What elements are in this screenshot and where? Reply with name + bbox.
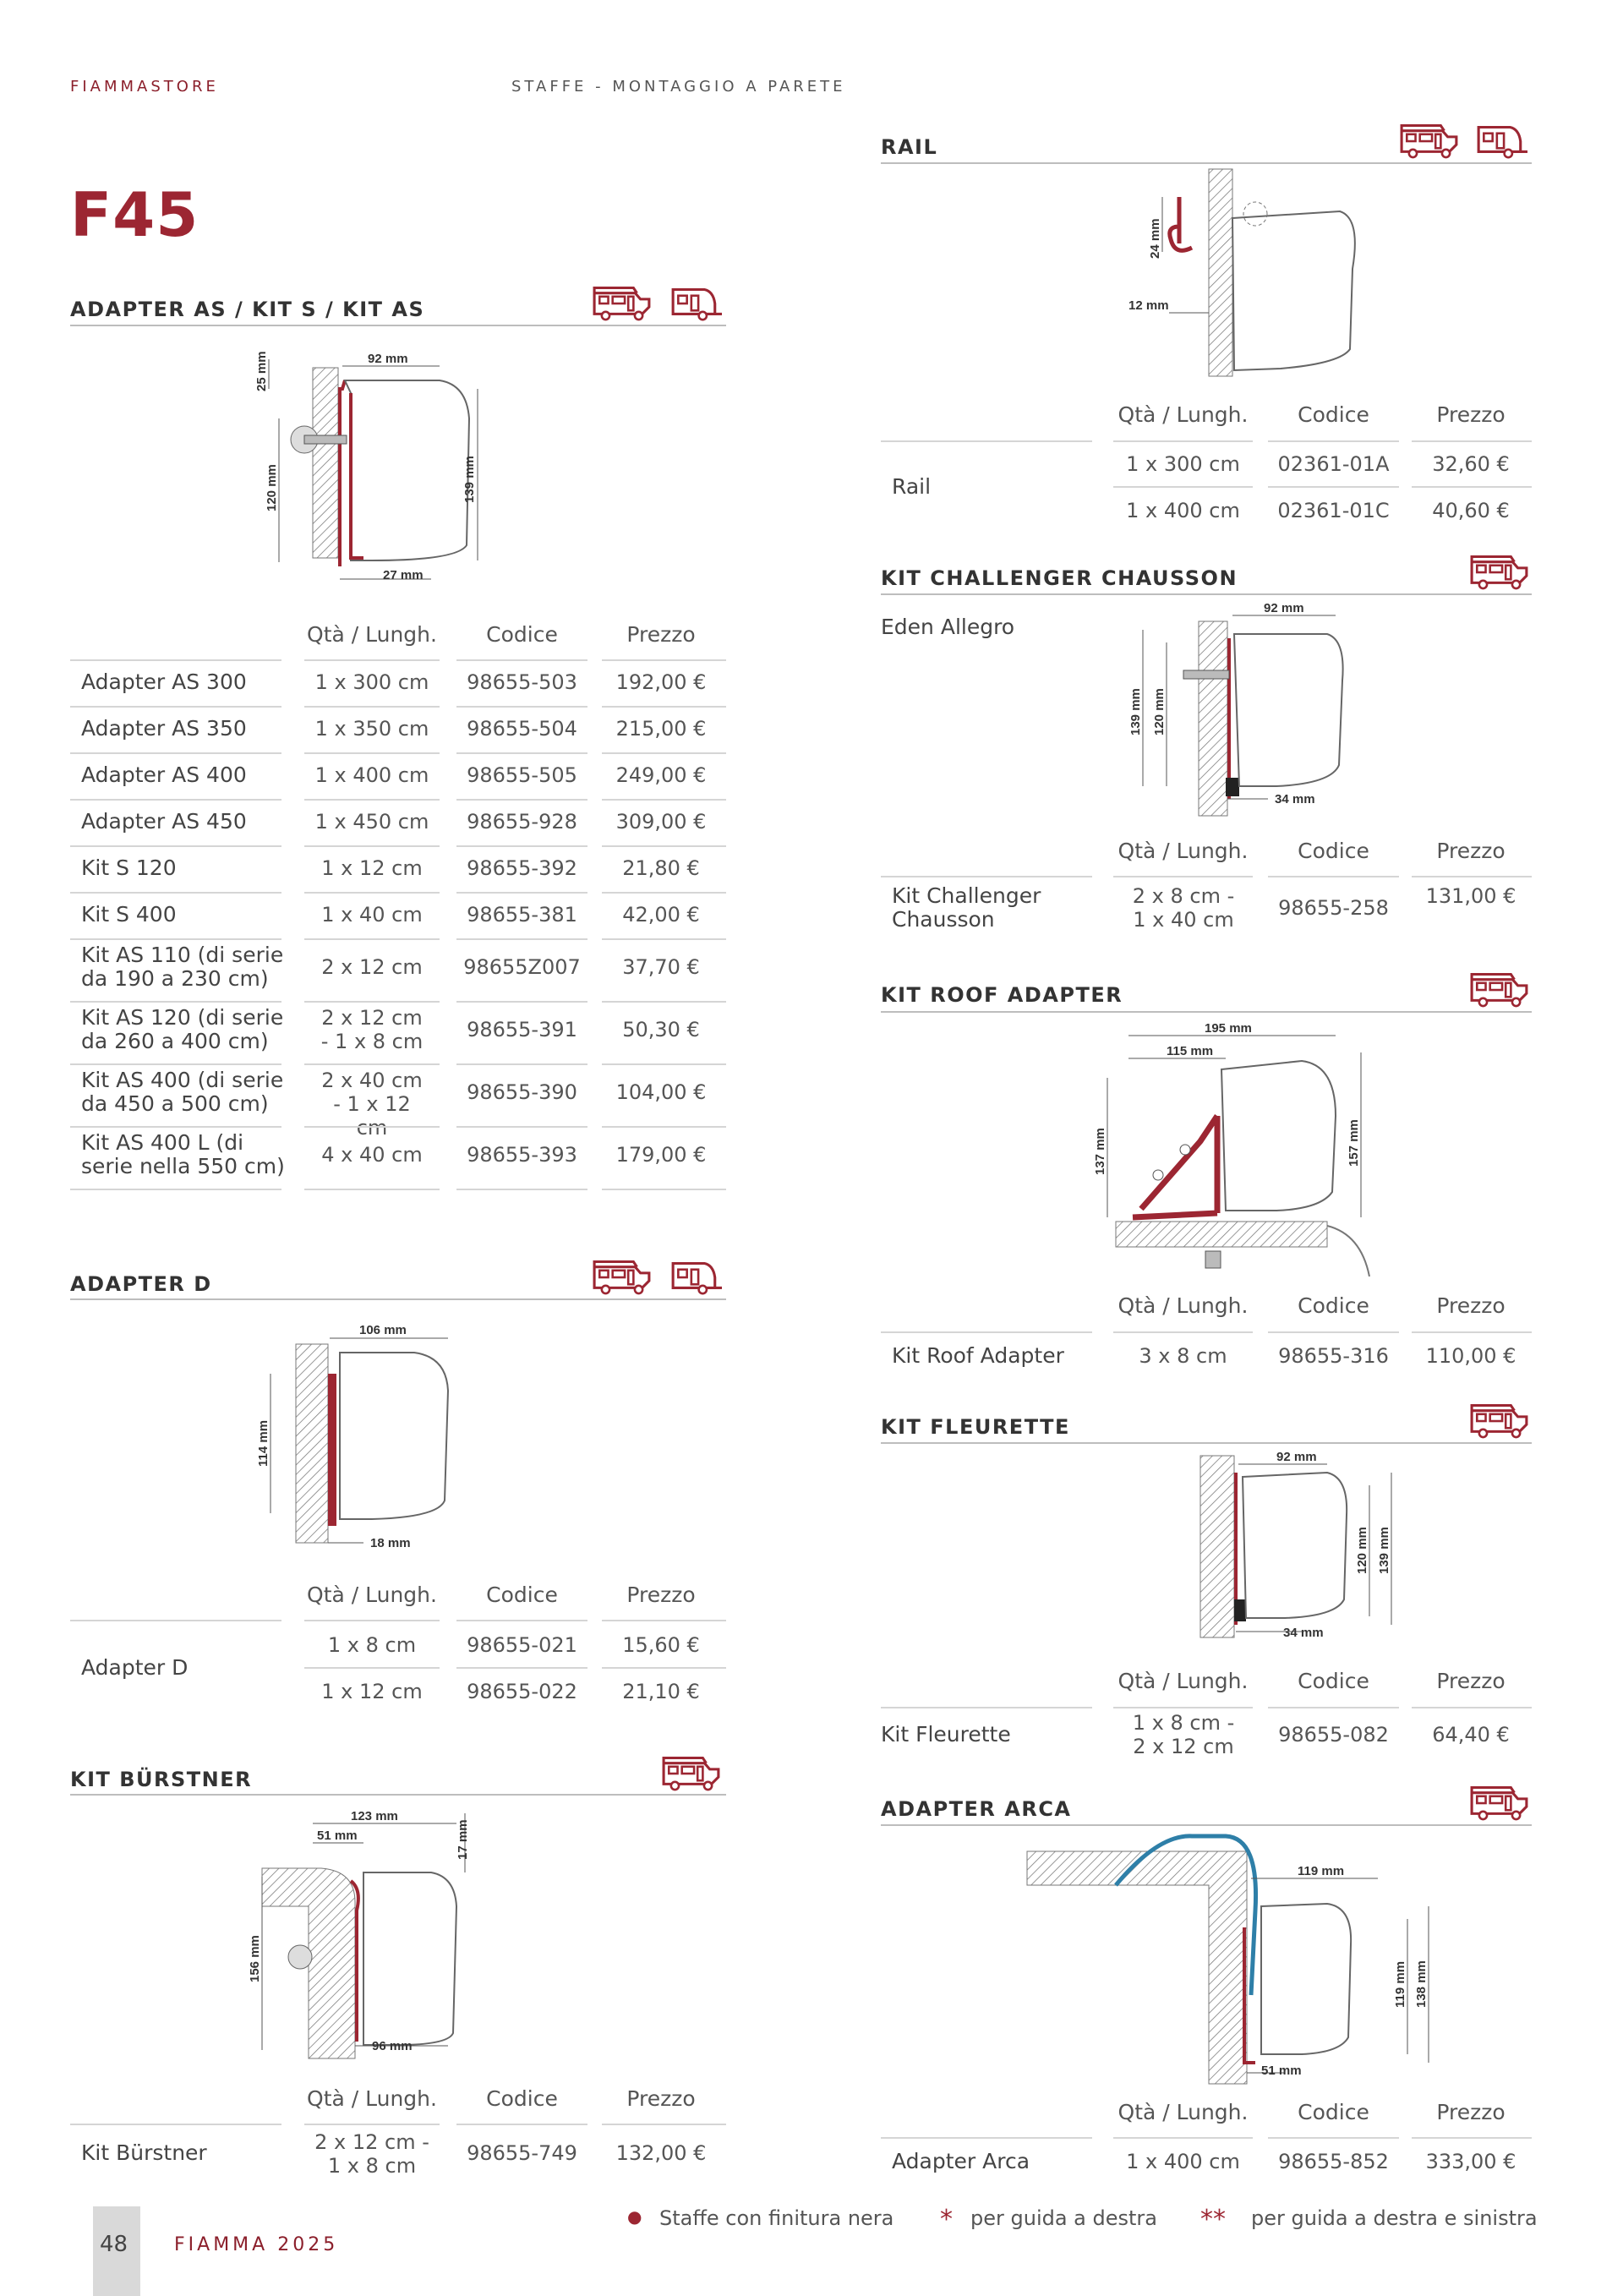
qty-cell: 1 x 300 cm bbox=[1126, 452, 1240, 476]
category-label: STAFFE - MONTAGGIO A PARETE bbox=[511, 78, 846, 96]
code-cell: 98655-316 bbox=[1278, 1344, 1389, 1368]
product-name: Kit Roof Adapter bbox=[892, 1343, 1064, 1368]
price-cell: 21,80 € bbox=[622, 856, 700, 880]
price-cell: 333,00 € bbox=[1425, 2150, 1516, 2173]
col-header-code: Codice bbox=[486, 622, 558, 647]
qty-cell: 1 x 350 cm bbox=[314, 717, 429, 741]
code-cell: 98655-082 bbox=[1278, 1723, 1389, 1747]
section-title-adapter-as: ADAPTER AS / KIT S / KIT AS bbox=[70, 298, 425, 321]
dim-left-inner: 120 mm bbox=[1152, 688, 1167, 735]
col-header-qty: Qtà / Lungh. bbox=[307, 1583, 437, 1607]
section-title-kit-challenger: KIT CHALLENGER CHAUSSON bbox=[881, 566, 1238, 590]
price-cell: 215,00 € bbox=[615, 717, 707, 741]
diagram-adapter-arca bbox=[1023, 1826, 1462, 2088]
col-header-price: Prezzo bbox=[1436, 1669, 1506, 1693]
section-title-adapter-d: ADAPTER D bbox=[70, 1272, 212, 1296]
code-cell: 98655-852 bbox=[1278, 2150, 1389, 2173]
col-header-price: Prezzo bbox=[626, 1583, 696, 1607]
dim-right: 157 mm bbox=[1347, 1119, 1361, 1167]
col-header-qty: Qtà / Lungh. bbox=[1118, 2100, 1249, 2124]
dim-left-top: 25 mm bbox=[254, 351, 269, 391]
camper-icon bbox=[1469, 1784, 1530, 1821]
price-cell: 42,00 € bbox=[622, 903, 700, 927]
qty-cell: 1 x 400 cm bbox=[1126, 2150, 1240, 2173]
footer-label: FIAMMA 2025 bbox=[174, 2234, 339, 2255]
section-title-kit-burstner: KIT BÜRSTNER bbox=[70, 1768, 253, 1791]
dim-right-top: 17 mm bbox=[456, 1819, 470, 1860]
price-cell: 21,10 € bbox=[622, 1680, 700, 1703]
dim-left: 137 mm bbox=[1093, 1128, 1107, 1175]
caravan-icon bbox=[669, 284, 722, 321]
section-title-adapter-arca: ADAPTER ARCA bbox=[881, 1797, 1072, 1821]
code-cell: 98655-381 bbox=[467, 903, 577, 927]
price-cell: 64,40 € bbox=[1432, 1723, 1510, 1747]
dim-height: 24 mm bbox=[1148, 218, 1162, 259]
product-name: Kit AS 400 L (di serie nella 550 cm) bbox=[81, 1130, 285, 1178]
product-name: Adapter AS 450 bbox=[81, 809, 247, 834]
dim-top: 123 mm bbox=[351, 1809, 398, 1823]
product-name: Kit S 400 bbox=[81, 902, 177, 927]
col-header-code: Codice bbox=[486, 1583, 558, 1607]
col-header-code: Codice bbox=[1298, 839, 1369, 863]
col-header-qty: Qtà / Lungh. bbox=[1118, 839, 1249, 863]
qty-cell: 1 x 8 cm - 2 x 12 cm bbox=[1132, 1711, 1235, 1758]
product-name: Kit Fleurette bbox=[881, 1722, 1011, 1747]
qty-cell: 2 x 12 cm bbox=[321, 955, 423, 979]
legend-right-guide: per guida a destra bbox=[970, 2206, 1158, 2230]
code-cell: 98655-505 bbox=[467, 763, 577, 787]
col-header-price: Prezzo bbox=[1436, 2100, 1506, 2124]
dim-bottom: 18 mm bbox=[370, 1536, 411, 1550]
price-cell: 32,60 € bbox=[1432, 452, 1510, 476]
qty-cell: 1 x 450 cm bbox=[314, 810, 429, 834]
qty-cell: 1 x 40 cm bbox=[321, 903, 423, 927]
price-cell: 110,00 € bbox=[1425, 1344, 1516, 1368]
product-name: Kit AS 110 (di serie da 190 a 230 cm) bbox=[81, 943, 284, 991]
price-cell: 40,60 € bbox=[1432, 499, 1510, 522]
diagram-adapter-d bbox=[245, 1315, 482, 1560]
code-cell: 98655-393 bbox=[467, 1143, 577, 1167]
qty-cell: 1 x 12 cm bbox=[321, 856, 423, 880]
dim-top: 92 mm bbox=[1264, 601, 1304, 615]
col-header-qty: Qtà / Lungh. bbox=[307, 622, 437, 647]
dim-top-inner: 51 mm bbox=[317, 1829, 358, 1843]
qty-cell: 2 x 12 cm - 1 x 8 cm bbox=[320, 1006, 424, 1053]
dim-width: 12 mm bbox=[1128, 298, 1169, 313]
price-cell: 249,00 € bbox=[615, 763, 707, 787]
section-title-kit-fleurette: KIT FLEURETTE bbox=[881, 1415, 1070, 1439]
col-header-code: Codice bbox=[1298, 1293, 1369, 1318]
col-header-price: Prezzo bbox=[1436, 1293, 1506, 1318]
product-name: Adapter D bbox=[81, 1655, 189, 1680]
product-name: Rail bbox=[892, 474, 932, 499]
code-cell: 98655Z007 bbox=[463, 955, 581, 979]
section-rule bbox=[70, 1794, 726, 1796]
dim-bottom: 34 mm bbox=[1283, 1626, 1324, 1640]
price-cell: 309,00 € bbox=[615, 810, 707, 834]
dim-left: 120 mm bbox=[265, 464, 279, 511]
dim-top: 106 mm bbox=[359, 1323, 407, 1337]
qty-cell: 2 x 40 cm - 1 x 12 cm bbox=[321, 1069, 423, 1140]
section-rule bbox=[881, 162, 1532, 164]
dim-top: 195 mm bbox=[1205, 1021, 1252, 1036]
code-cell: 98655-022 bbox=[467, 1680, 577, 1703]
qty-cell: 3 x 8 cm bbox=[1139, 1344, 1227, 1368]
page-number: 48 bbox=[100, 2232, 128, 2257]
price-cell: 179,00 € bbox=[615, 1143, 707, 1167]
section-title-kit-roof: KIT ROOF ADAPTER bbox=[881, 983, 1123, 1007]
dim-right-inner: 119 mm bbox=[1393, 1960, 1407, 2008]
code-cell: 98655-390 bbox=[467, 1080, 577, 1104]
dim-left: 156 mm bbox=[248, 1935, 262, 1982]
diagram-kit-burstner bbox=[237, 1805, 490, 2067]
caravan-icon bbox=[669, 1258, 722, 1295]
product-name: Kit Bürstner bbox=[81, 2140, 207, 2165]
col-header-price: Prezzo bbox=[1436, 402, 1506, 427]
page-title: F45 bbox=[70, 179, 199, 250]
col-header-code: Codice bbox=[1298, 2100, 1369, 2124]
qty-cell: 2 x 8 cm - 1 x 40 cm bbox=[1132, 884, 1235, 932]
dim-left: 114 mm bbox=[256, 1419, 270, 1467]
camper-icon bbox=[1469, 553, 1530, 590]
qty-cell: 1 x 300 cm bbox=[314, 670, 429, 694]
code-cell: 98655-392 bbox=[467, 856, 577, 880]
camper-icon bbox=[1399, 122, 1460, 159]
diagram-adapter-as bbox=[245, 342, 499, 596]
code-cell: 98655-928 bbox=[467, 810, 577, 834]
price-cell: 50,30 € bbox=[622, 1018, 700, 1041]
camper-icon bbox=[661, 1754, 722, 1791]
col-header-qty: Qtà / Lungh. bbox=[307, 2086, 437, 2111]
dim-right-outer: 139 mm bbox=[1377, 1527, 1391, 1574]
col-header-code: Codice bbox=[486, 2086, 558, 2111]
caravan-icon bbox=[1475, 122, 1527, 159]
dim-left-outer: 139 mm bbox=[1128, 688, 1143, 735]
section-rule bbox=[881, 1011, 1532, 1013]
col-header-price: Prezzo bbox=[1436, 839, 1506, 863]
product-name: Adapter AS 300 bbox=[81, 670, 247, 694]
dim-right-inner: 120 mm bbox=[1355, 1527, 1369, 1574]
product-name: Adapter Arca bbox=[892, 2149, 1030, 2173]
product-name: Kit Challenger Chausson bbox=[892, 883, 1041, 932]
dim-bottom: 34 mm bbox=[1275, 792, 1315, 806]
qty-cell: 1 x 8 cm bbox=[327, 1633, 417, 1657]
code-cell: 98655-503 bbox=[467, 670, 577, 694]
qty-cell: 1 x 400 cm bbox=[314, 763, 429, 787]
dim-top: 92 mm bbox=[368, 352, 408, 366]
section-rule bbox=[70, 325, 726, 326]
brand-label: FIAMMASTORE bbox=[70, 78, 219, 96]
diagram-kit-fleurette bbox=[1192, 1447, 1412, 1642]
col-header-price: Prezzo bbox=[626, 622, 696, 647]
legend-dot-icon: ● bbox=[627, 2206, 642, 2227]
col-header-qty: Qtà / Lungh. bbox=[1118, 402, 1249, 427]
code-cell: 98655-258 bbox=[1278, 896, 1389, 920]
price-cell: 132,00 € bbox=[615, 2141, 707, 2165]
product-name: Adapter AS 350 bbox=[81, 716, 247, 741]
section-rule bbox=[881, 1442, 1532, 1444]
dim-bottom: 51 mm bbox=[1261, 2064, 1302, 2078]
col-header-qty: Qtà / Lungh. bbox=[1118, 1669, 1249, 1693]
qty-cell: 1 x 12 cm bbox=[321, 1680, 423, 1703]
code-cell: 02361-01A bbox=[1277, 452, 1390, 476]
section-rule bbox=[881, 593, 1532, 595]
col-header-price: Prezzo bbox=[626, 2086, 696, 2111]
diagram-kit-roof bbox=[1090, 1014, 1386, 1276]
legend-both-guides: per guida a destra e sinistra bbox=[1251, 2206, 1538, 2230]
diagram-rail bbox=[1128, 167, 1374, 380]
legend-star-icon: * bbox=[940, 2205, 953, 2234]
product-name: Kit S 120 bbox=[81, 856, 177, 880]
price-cell: 15,60 € bbox=[622, 1633, 700, 1657]
camper-icon bbox=[1469, 970, 1530, 1008]
price-cell: 104,00 € bbox=[615, 1080, 707, 1104]
diagram-kit-challenger bbox=[1124, 596, 1361, 820]
code-cell: 98655-504 bbox=[467, 717, 577, 741]
price-cell: 131,00 € bbox=[1425, 884, 1516, 908]
dim-right: 139 mm bbox=[462, 456, 477, 503]
product-name: Adapter AS 400 bbox=[81, 763, 247, 787]
section-subtitle: Eden Allegro bbox=[881, 615, 1015, 639]
section-rule bbox=[70, 1298, 726, 1300]
legend-black-finish: Staffe con finitura nera bbox=[659, 2206, 894, 2230]
camper-icon bbox=[1469, 1402, 1530, 1439]
code-cell: 98655-749 bbox=[467, 2141, 577, 2165]
price-cell: 37,70 € bbox=[622, 955, 700, 979]
qty-cell: 2 x 12 cm - 1 x 8 cm bbox=[314, 2130, 429, 2178]
dim-top: 92 mm bbox=[1276, 1450, 1317, 1464]
dim-right-outer: 138 mm bbox=[1414, 1960, 1429, 2008]
dim-bottom: 27 mm bbox=[383, 568, 424, 582]
col-header-qty: Qtà / Lungh. bbox=[1118, 1293, 1249, 1318]
product-name: Kit AS 120 (di serie da 260 a 400 cm) bbox=[81, 1005, 284, 1053]
qty-cell: 4 x 40 cm bbox=[321, 1143, 423, 1167]
col-header-code: Codice bbox=[1298, 402, 1369, 427]
qty-cell: 1 x 400 cm bbox=[1126, 499, 1240, 522]
col-header-code: Codice bbox=[1298, 1669, 1369, 1693]
camper-icon bbox=[592, 1258, 653, 1295]
code-cell: 98655-021 bbox=[467, 1633, 577, 1657]
legend-double-star-icon: ** bbox=[1200, 2205, 1226, 2234]
camper-icon bbox=[592, 284, 653, 321]
price-cell: 192,00 € bbox=[615, 670, 707, 694]
dim-top-inner: 115 mm bbox=[1167, 1044, 1214, 1058]
dim-bottom: 96 mm bbox=[372, 2039, 413, 2053]
product-name: Kit AS 400 (di serie da 450 a 500 cm) bbox=[81, 1068, 284, 1116]
section-title-rail: RAIL bbox=[881, 135, 938, 159]
dim-top: 119 mm bbox=[1298, 1864, 1345, 1878]
code-cell: 02361-01C bbox=[1277, 499, 1390, 522]
code-cell: 98655-391 bbox=[467, 1018, 577, 1041]
